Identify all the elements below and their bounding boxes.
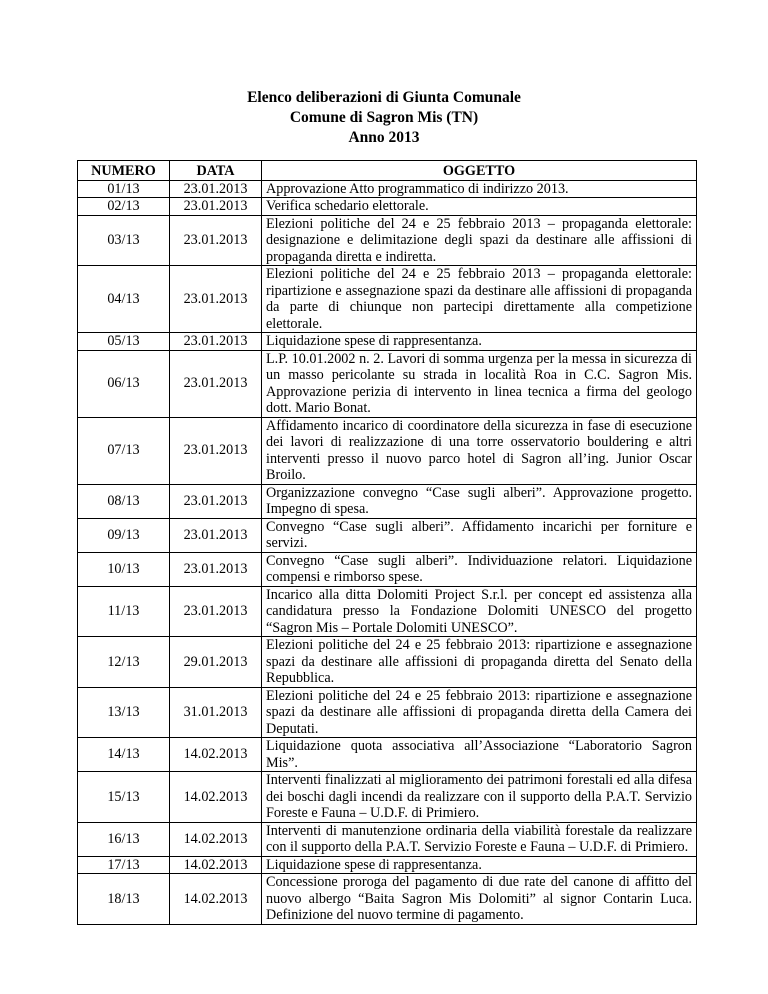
table-row <box>78 518 697 552</box>
column-header-data: DATA <box>170 161 262 181</box>
row-numero: 16/13 <box>78 822 170 856</box>
header-title: Elenco deliberazioni di Giunta Comunale <box>247 89 521 106</box>
table-row <box>78 874 697 925</box>
table-row <box>78 198 697 216</box>
row-numero: 08/13 <box>78 484 170 518</box>
row-oggetto: L.P. 10.01.2002 n. 2. Lavori di somma urgenza per la messa in sicurezza di un masso pericolante su strada in località Roa in C.C. Sagron Mis. Approvazione perizia di intervento in linea tecnica a firma del geologo dott. Mario Bonat. <box>262 350 697 417</box>
header-year: Anno 2013 <box>348 129 420 146</box>
row-oggetto: Convegno “Case sugli alberi”. Affidamento incarichi per forniture e servizi. <box>262 518 697 552</box>
table-row <box>78 333 697 351</box>
row-oggetto: Convegno “Case sugli alberi”. Individuazione relatori. Liquidazione compensi e rimborso spese. <box>262 552 697 586</box>
row-oggetto: Liquidazione spese di rappresentanza. <box>262 856 697 874</box>
header-municipality: Comune di Sagron Mis (TN) <box>289 109 479 126</box>
table-row <box>78 822 697 856</box>
row-data: 14.02.2013 <box>170 772 262 823</box>
table-header-row <box>78 161 697 181</box>
row-oggetto: Organizzazione convegno “Case sugli alberi”. Approvazione progetto. Impegno di spesa. <box>262 484 697 518</box>
row-numero: 17/13 <box>78 856 170 874</box>
row-data: 14.02.2013 <box>170 874 262 925</box>
row-oggetto: Elezioni politiche del 24 e 25 febbraio 2013 – propaganda elettorale: ripartizione e assegnazione spazi da destinare alle affissioni di propaganda da parte di chiunque non partecipi direttamente alla competizione elettorale. <box>262 266 697 333</box>
row-numero: 10/13 <box>78 552 170 586</box>
row-oggetto: Liquidazione quota associativa all’Associazione “Laboratorio Sagron Mis”. <box>262 738 697 772</box>
table-row <box>78 772 697 823</box>
row-oggetto: Incarico alla ditta Dolomiti Project S.r.l. per concept ed assistenza alla candidatura presso la Fondazione Dolomiti UNESCO del progetto “Sagron Mis – Portale Dolomiti UNESCO”. <box>262 586 697 637</box>
row-numero: 13/13 <box>78 687 170 738</box>
row-numero: 15/13 <box>78 772 170 823</box>
row-numero: 02/13 <box>78 198 170 216</box>
table-row <box>78 180 697 198</box>
table-row <box>78 484 697 518</box>
row-numero: 14/13 <box>78 738 170 772</box>
row-oggetto: Elezioni politiche del 24 e 25 febbraio 2013 – propaganda elettorale: designazione e delimitazione degli spazi da destinare alle affissioni di propaganda diretta e indiretta. <box>262 215 697 266</box>
table-row <box>78 350 697 417</box>
table-row <box>78 637 697 688</box>
table-row <box>78 687 697 738</box>
row-oggetto: Interventi finalizzati al miglioramento dei patrimoni forestali ed alla difesa dei boschi dagli incendi da realizzare con il supporto della P.A.T. Servizio Foreste e Fauna – U.D.F. di Primiero. <box>262 772 697 823</box>
row-oggetto: Approvazione Atto programmatico di indirizzo 2013. <box>262 180 697 198</box>
row-oggetto: Interventi di manutenzione ordinaria della viabilità forestale da realizzare con il supporto della P.A.T. Servizio Foreste e Fauna – U.D.F. di Primiero. <box>262 822 697 856</box>
row-data: 31.01.2013 <box>170 687 262 738</box>
row-data: 14.02.2013 <box>170 738 262 772</box>
table-row <box>78 738 697 772</box>
row-data: 23.01.2013 <box>170 333 262 351</box>
row-data: 23.01.2013 <box>170 180 262 198</box>
row-numero: 03/13 <box>78 215 170 266</box>
row-oggetto: Verifica schedario elettorale. <box>262 198 697 216</box>
row-numero: 11/13 <box>78 586 170 637</box>
table-row <box>78 215 697 266</box>
row-data: 23.01.2013 <box>170 215 262 266</box>
column-header-oggetto: OGGETTO <box>262 161 697 181</box>
column-header-numero: NUMERO <box>78 161 170 181</box>
row-oggetto: Elezioni politiche del 24 e 25 febbraio 2013: ripartizione e assegnazione spazi da destinare alle affissioni di propaganda diretta del Senato della Repubblica. <box>262 637 697 688</box>
row-data: 23.01.2013 <box>170 484 262 518</box>
document-header <box>0 88 768 148</box>
row-data: 23.01.2013 <box>170 266 262 333</box>
row-numero: 12/13 <box>78 637 170 688</box>
row-data: 29.01.2013 <box>170 637 262 688</box>
table-row <box>78 266 697 333</box>
row-data: 23.01.2013 <box>170 518 262 552</box>
table-row <box>78 856 697 874</box>
row-data: 23.01.2013 <box>170 552 262 586</box>
row-numero: 01/13 <box>78 180 170 198</box>
row-oggetto: Concessione proroga del pagamento di due rate del canone di affitto del nuovo albergo “Baita Sagron Mis Dolomiti” al signor Contarin Luca. Definizione del nuovo termine di pagamento. <box>262 874 697 925</box>
deliberations-table <box>77 160 697 925</box>
row-data: 23.01.2013 <box>170 417 262 484</box>
row-oggetto: Liquidazione spese di rappresentanza. <box>262 333 697 351</box>
row-data: 23.01.2013 <box>170 198 262 216</box>
row-data: 23.01.2013 <box>170 586 262 637</box>
table-row <box>78 552 697 586</box>
row-oggetto: Elezioni politiche del 24 e 25 febbraio 2013: ripartizione e assegnazione spazi da destinare alle affissioni di propaganda diretta della Camera dei Deputati. <box>262 687 697 738</box>
row-data: 14.02.2013 <box>170 822 262 856</box>
table-row <box>78 586 697 637</box>
row-data: 14.02.2013 <box>170 856 262 874</box>
row-numero: 06/13 <box>78 350 170 417</box>
row-numero: 05/13 <box>78 333 170 351</box>
row-numero: 09/13 <box>78 518 170 552</box>
row-data: 23.01.2013 <box>170 350 262 417</box>
row-numero: 18/13 <box>78 874 170 925</box>
table-row <box>78 417 697 484</box>
row-oggetto: Affidamento incarico di coordinatore della sicurezza in fase di esecuzione dei lavori di realizzazione di una torre osservatorio bouldering e altri interventi presso il nuovo parco hotel di Sagron all’ing. Junior Oscar Broilo. <box>262 417 697 484</box>
row-numero: 07/13 <box>78 417 170 484</box>
row-numero: 04/13 <box>78 266 170 333</box>
